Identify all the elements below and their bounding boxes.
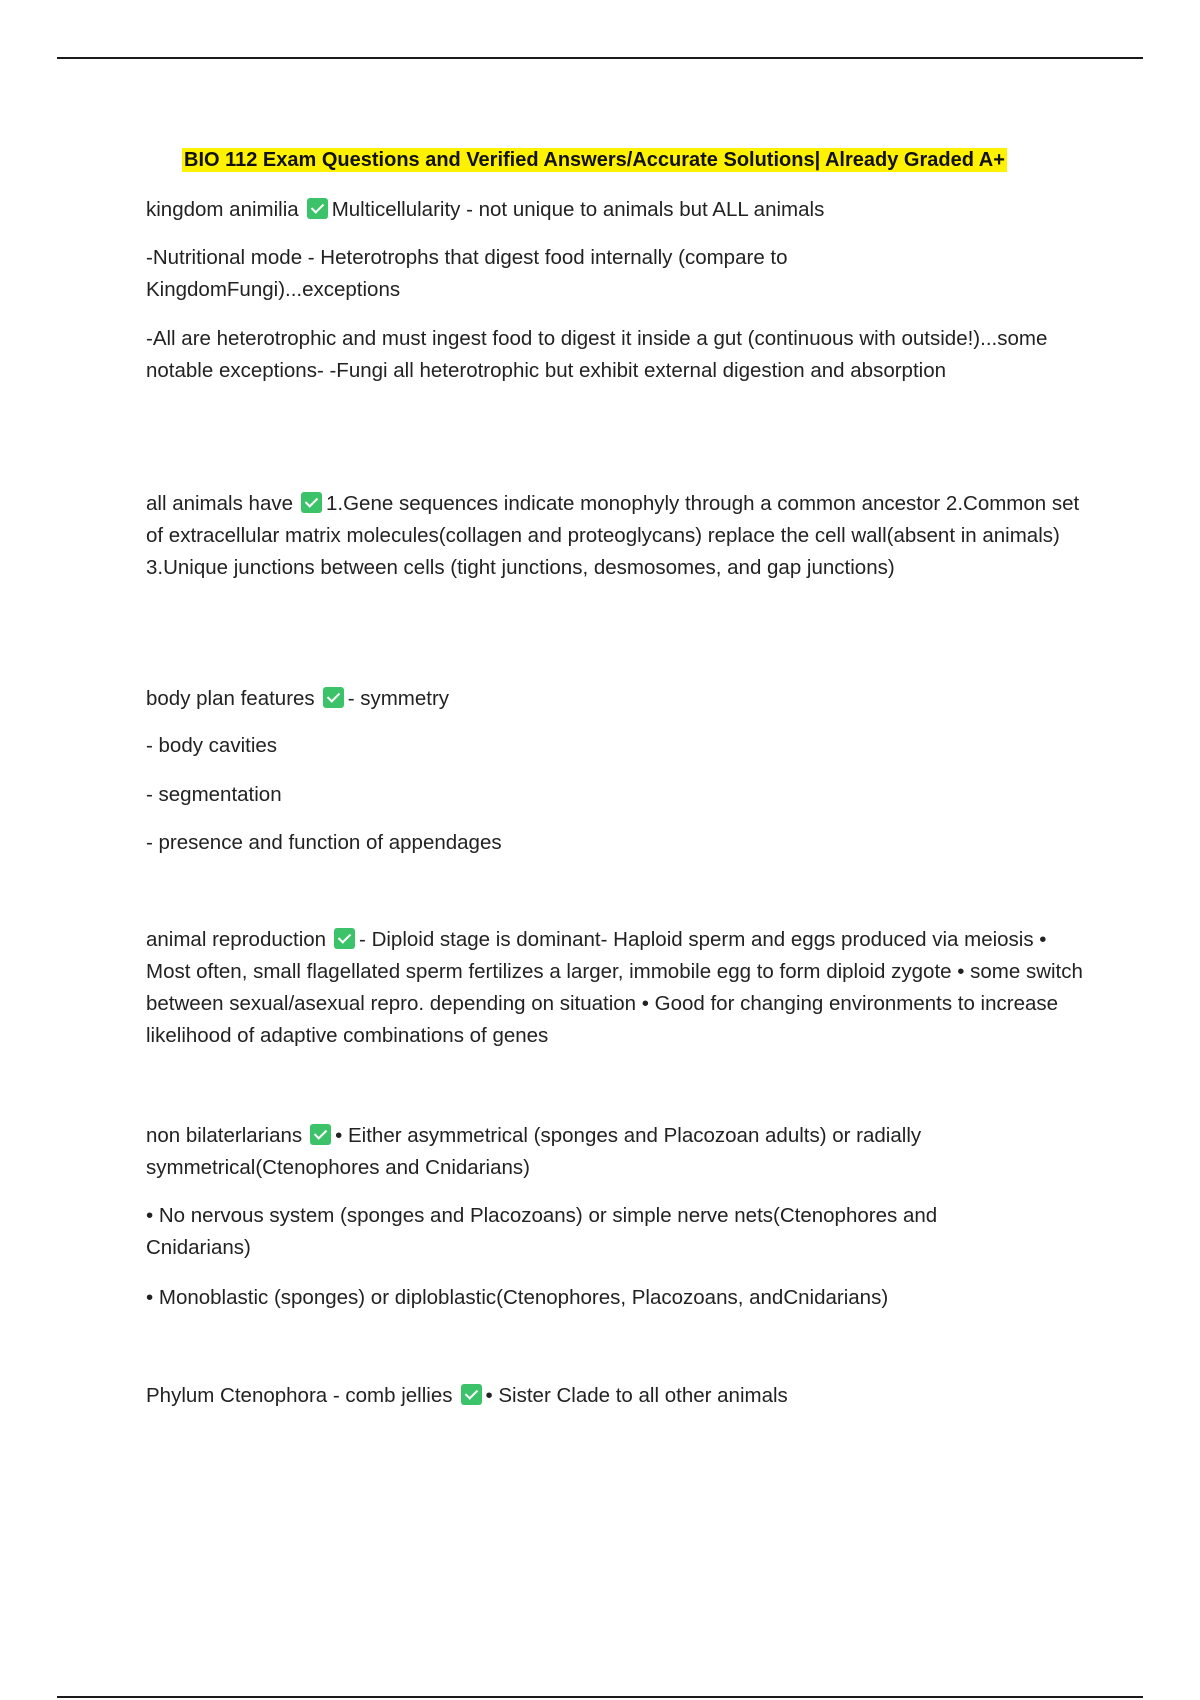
- entry-kingdom-animilia: [146, 194, 1096, 226]
- entry-answer: • Either asymmetrical (sponges and Placozoan adults) or radially symmetrical(Ctenophores and Cnidarians): [146, 1124, 922, 1179]
- entry-term: non bilaterlarians: [146, 1124, 303, 1147]
- entry-extra: - segmentation: [146, 783, 282, 806]
- entry-term: Phylum Ctenophora - comb jellies: [146, 1384, 453, 1407]
- entry-extra: - presence and function of appendages: [146, 831, 502, 854]
- entry-extra: • Monoblastic (sponges) or diploblastic(Ctenophores, Placozoans, andCnidarians): [146, 1286, 889, 1309]
- entry-body-plan-features: [146, 683, 1096, 715]
- entry-extra: - body cavities: [146, 734, 278, 757]
- entry-non-bilaterlarians: [146, 1120, 996, 1184]
- entry-all-animals-have: [146, 488, 1096, 584]
- entry-term: body plan features: [146, 687, 315, 710]
- check-mark-icon: [334, 928, 355, 949]
- check-mark-icon: [310, 1124, 331, 1145]
- entry-answer: - Diploid stage is dominant- Haploid sperm and eggs produced via meiosis • Most often, small flagellated sperm fertilizes a larger, immobile egg to form diploid zygote • some switch between sexual/asexual repro. depending on situation • Good for changing environments to increase likelihood of adaptive combinations of genes: [146, 928, 1083, 1047]
- document-title: BIO 112 Exam Questions and Verified Answers/Accurate Solutions| Already Graded A+: [184, 149, 1005, 171]
- entry-term: kingdom animilia: [146, 198, 299, 221]
- entry-term: all animals have: [146, 492, 293, 515]
- entry-extra: • No nervous system (sponges and Placozoans) or simple nerve nets(Ctenophores and Cnidarians): [146, 1204, 938, 1259]
- entry-extra: -Nutritional mode - Heterotrophs that digest food internally (compare to KingdomFungi)...exceptions: [146, 246, 788, 301]
- check-mark-icon: [307, 198, 328, 219]
- footer-rule: [57, 1696, 1143, 1698]
- entry-phylum-ctenophora: [146, 1380, 1096, 1412]
- header-rule: [57, 57, 1143, 59]
- entry-answer: - symmetry: [347, 687, 450, 710]
- entry-answer: Multicellularity - not unique to animals but ALL animals: [331, 198, 825, 221]
- entry-answer: 1.Gene sequences indicate monophyly through a common ancestor 2.Common set of extracellular matrix molecules(collagen and proteoglycans) replace the cell wall(absent in animals) 3.Unique junctions between cells (tight junctions, desmosomes, and gap junctions): [146, 492, 1080, 579]
- check-mark-icon: [461, 1384, 482, 1405]
- check-mark-icon: [301, 492, 322, 513]
- entry-answer: • Sister Clade to all other animals: [485, 1384, 788, 1407]
- check-mark-icon: [323, 687, 344, 708]
- entry-term: animal reproduction: [146, 928, 327, 951]
- entry-extra: -All are heterotrophic and must ingest food to digest it inside a gut (continuous with outside!)...some notable exceptions- -Fungi all heterotrophic but exhibit external digestion and absorption: [146, 327, 1048, 382]
- entry-animal-reproduction: [146, 924, 1096, 1052]
- document-title-wrap: [182, 145, 1052, 175]
